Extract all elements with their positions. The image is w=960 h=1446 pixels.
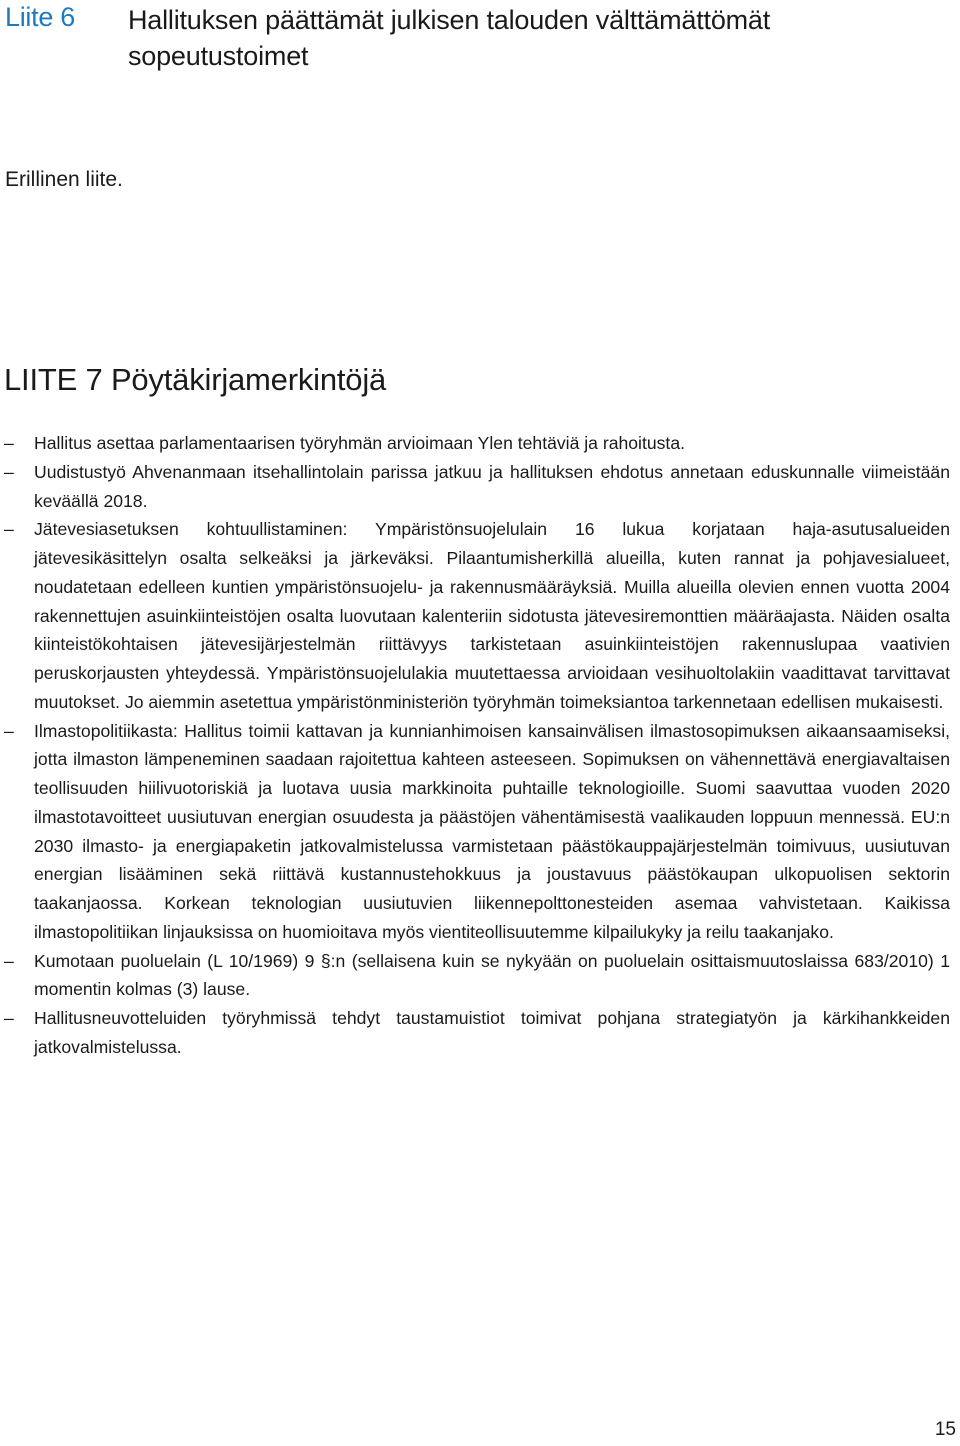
dash-bullet: – — [4, 519, 14, 540]
dash-bullet: – — [4, 1008, 14, 1028]
list-item — [4, 947, 950, 1005]
list-item — [4, 717, 950, 947]
separate-appendix-note: Erillinen liite. — [5, 168, 123, 191]
appendix-label: Liite 6 — [5, 2, 75, 32]
appendix-title: Hallituksen päättämät julkisen talouden välttämättömät sopeutustoimet — [128, 5, 771, 71]
list-item — [4, 1004, 950, 1062]
list-item-text: Kumotaan puoluelain (L 10/1969) 9 §:n (sellaisena kuin se nykyään on puoluelain osittaismuutoslaissa 683/2010) 1 momentin kolmas (3) lause. — [34, 950, 950, 1000]
list-item-text: Jätevesiasetuksen kohtuullistaminen: Ympäristönsuojelulain 16 lukua korjataan haja-asutusalueiden jätevesikäsittelyn osalta selkeäksi ja järkeväksi. Pilaantumisherkillä alueilla, kuten rannat ja pohjavesialueet, noudatetaan edelleen kuntien ympäristönsuojelu- ja rakennusmääräyksiä. Muilla alueilla olevien ennen vuotta 2004 rakennettujen asuinkiinteistöjen osalta luovutaan kalenteriin sidotusta jätevesiremonttien määräajasta. Näiden osalta kiinteistökohtaisen jätevesijärjestelmän riittävyys tarkistetaan asuinkiinteistöjen rakennuslupaa vaativien peruskorjausten yhteydessä. Ympäristönsuojelulakia muutettaessa arvioidaan vesihuoltolakiin vaadittavat tarvittavat muutokset. Jo aiemmin asetettua ympäristönministeriön työryhmän toimeksiantoa tarkennetaan edellisen mukaisesti. — [34, 519, 950, 712]
list-item-text: Hallitus asettaa parlamentaarisen työryhmän arvioimaan Ylen tehtäviä ja rahoitusta. — [34, 433, 685, 453]
list-item-text: Hallitusneuvotteluiden työryhmissä tehdyt taustamuistiot toimivat pohjana strategiatyön ja kärkihankkeiden jatkovalmistelussa. — [34, 1008, 950, 1057]
dash-bullet: – — [4, 461, 14, 482]
dash-bullet: – — [4, 950, 14, 971]
list-item-text: Ilmastopolitiikasta: Hallitus toimii kattavan ja kunnianhimoisen kansainvälisen ilmastosopimuksen aikaansaamiseksi, jotta ilmaston lämpeneminen saadaan rajoitettua kahteen asteeseen. Sopimuksen on vähennettävä energiavaltaisen teollisuuden hiilivuotoriskiä ja luotava uusia markkinoita puhtaille teknologioille. Suomi saavuttaa vuoden 2020 ilmastotavoitteet uusiutuvan energian osuudesta ja päästöjen vähentämisestä vaalikauden loppuun mennessä. EU:n 2030 ilmasto- ja energiapaketin jatkovalmistelussa varmistetaan päästökauppajärjestelmän toimivuus, uusiutuvan energian lisääminen sekä riittävä kustannustehokkuus ja joustavuus päästökaupan ulkopuolisen sektorin taakanjaossa. Korkean teknologian uusiutuvien liikennepolttonesteiden asemaa vahvistetaan. Kaikissa ilmastopolitiikan linjauksissa on huomioitava myös vientiteollisuutemme kilpailukyky ja reilu taakanjako. — [34, 720, 950, 942]
list-item — [4, 515, 950, 716]
page-number: 15 — [934, 1419, 956, 1440]
list-item — [4, 458, 950, 516]
protocol-notes-list — [4, 429, 950, 1062]
list-item — [4, 429, 950, 458]
dash-bullet: – — [4, 720, 14, 741]
dash-bullet: – — [4, 433, 14, 453]
list-item-text: Uudistustyö Ahvenanmaan itsehallintolain parissa jatkuu ja hallituksen ehdotus annetaan eduskunnalle viimeistään keväällä 2018. — [34, 461, 950, 511]
section-heading: LIITE 7 Pöytäkirjamerkintöjä — [4, 362, 387, 397]
